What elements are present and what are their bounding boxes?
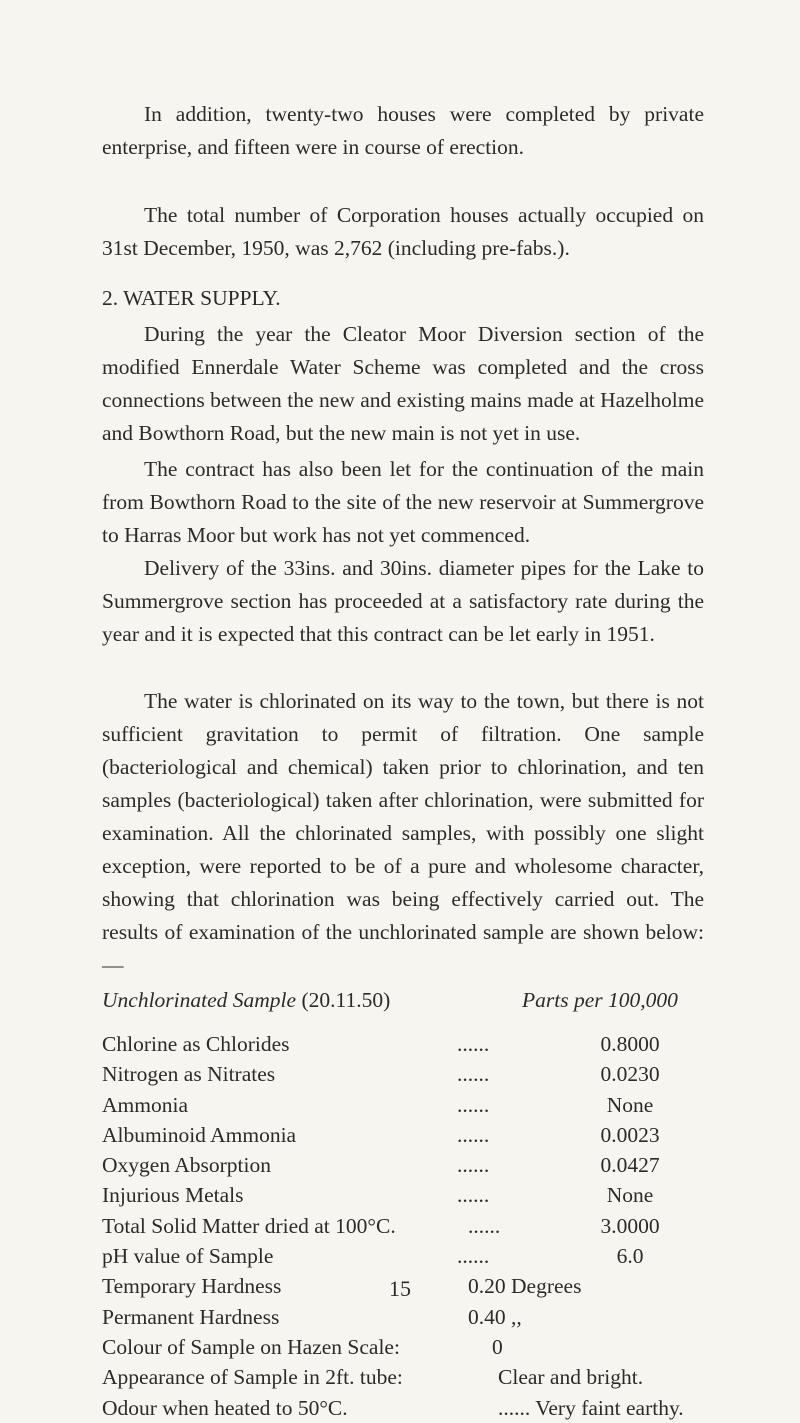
result-row [102, 1059, 712, 1089]
leader-dots: ...... [457, 1122, 490, 1147]
paragraph-cleator-moor-diversion: During the year the Cleator Moor Diversion section of the modified Ennerdale Water Scheme was completed and the cross connections between the new and existing mains made at Hazelholme and Bowthorn Road, but the new main is not yet in use. [102, 322, 704, 445]
result-value: 0.20 Degrees [468, 1274, 582, 1299]
result-label: Odour when heated to 50°C. [102, 1395, 348, 1420]
result-row [102, 1211, 712, 1241]
result-value: Clear and bright. [498, 1365, 644, 1390]
result-value: 0.0023 [600, 1122, 660, 1147]
sample-label: Unchlorinated Sample [102, 988, 297, 1012]
results-header [102, 985, 712, 1029]
sample-heading [102, 985, 390, 1015]
result-label: Temporary Hardness [102, 1274, 282, 1299]
result-row-permanent-hardness [102, 1302, 712, 1332]
result-row-colour [102, 1332, 712, 1362]
result-label: Oxygen Absorption [102, 1153, 272, 1178]
leader-dots: ...... [457, 1244, 490, 1269]
result-label: pH value of Sample [102, 1244, 274, 1269]
leader-dots: ...... [468, 1213, 501, 1238]
result-label: Injurious Metals [102, 1183, 244, 1208]
result-value: 0.0427 [600, 1153, 660, 1178]
sample-date: (20.11.50) [301, 988, 391, 1012]
result-value: ...... Very faint earthy. [498, 1395, 684, 1420]
paragraph-chlorination: The water is chlorinated on its way to the town, but there is not sufficient gravitation to permit of filtration. One sample (bacteriological and chemical) taken prior to chlorination, and ten samples (bacteriological) taken after chlorination, were submitted for examination. All the chlorinated samples, with possibly one slight exception, were reported to be of a pure and wholesome character, showing that chlorination was being effectively carried out. The results of examination of the unchlorinated sample are shown below: — [102, 689, 704, 977]
result-label: Nitrogen as Nitrates [102, 1062, 276, 1087]
result-value: None [606, 1092, 654, 1117]
result-label: Colour of Sample on Hazen Scale: [102, 1334, 400, 1359]
result-value: 3.0000 [600, 1213, 660, 1238]
leader-dots: ...... [457, 1092, 490, 1117]
result-value: 6.0 [616, 1244, 644, 1269]
result-value: None [606, 1183, 654, 1208]
result-row [102, 1180, 712, 1210]
result-label: Total Solid Matter dried at 100°C. [102, 1213, 396, 1238]
result-row [102, 1029, 712, 1059]
result-row [102, 1241, 712, 1271]
result-label: Albuminoid Ammonia [102, 1122, 297, 1147]
leader-dots: ...... [457, 1062, 490, 1087]
result-value: 0.8000 [600, 1032, 660, 1056]
paragraph-pipe-delivery: Delivery of the 33ins. and 30ins. diameter pipes for the Lake to Summergrove section has proceeded at a satisfactory rate during the year and it is expected that this contract can be let early in 1951. [102, 556, 704, 646]
page-number: 15 [389, 1276, 411, 1301]
section-heading-water-supply: 2. WATER SUPPLY. [102, 286, 281, 310]
paragraph-contract-continuation: The contract has also been let for the continuation of the main from Bowthorn Road to the site of the new reservoir at Summergrove to Harras Moor but work has not yet commenced. [102, 457, 704, 547]
result-label: Chlorine as Chlorides [102, 1032, 290, 1056]
result-row [102, 1150, 712, 1180]
result-row [102, 1090, 712, 1120]
result-label: Ammonia [102, 1092, 188, 1117]
result-row-appearance [102, 1362, 712, 1392]
leader-dots: ...... [457, 1183, 490, 1208]
result-label: Appearance of Sample in 2ft. tube: [102, 1365, 403, 1390]
result-label: Permanent Hardness [102, 1304, 280, 1329]
paragraph-corporation-houses: The total number of Corporation houses actually occupied on 31st December, 1950, was 2,762 (including pre-fabs.). [102, 203, 704, 260]
analysis-results-table [102, 985, 712, 1423]
paragraph-private-enterprise: In addition, twenty-two houses were completed by private enterprise, and fifteen were in course of erection. [102, 102, 704, 159]
units-heading: Parts per 100,000 [522, 988, 678, 1012]
leader-dots: ...... [457, 1032, 490, 1056]
result-value: 0.0230 [600, 1062, 660, 1087]
result-value: 0 [492, 1334, 503, 1359]
leader-dots: ...... [457, 1153, 490, 1178]
result-row [102, 1120, 712, 1150]
result-value: 0.40 ,, [468, 1304, 522, 1329]
result-row-odour [102, 1393, 712, 1423]
